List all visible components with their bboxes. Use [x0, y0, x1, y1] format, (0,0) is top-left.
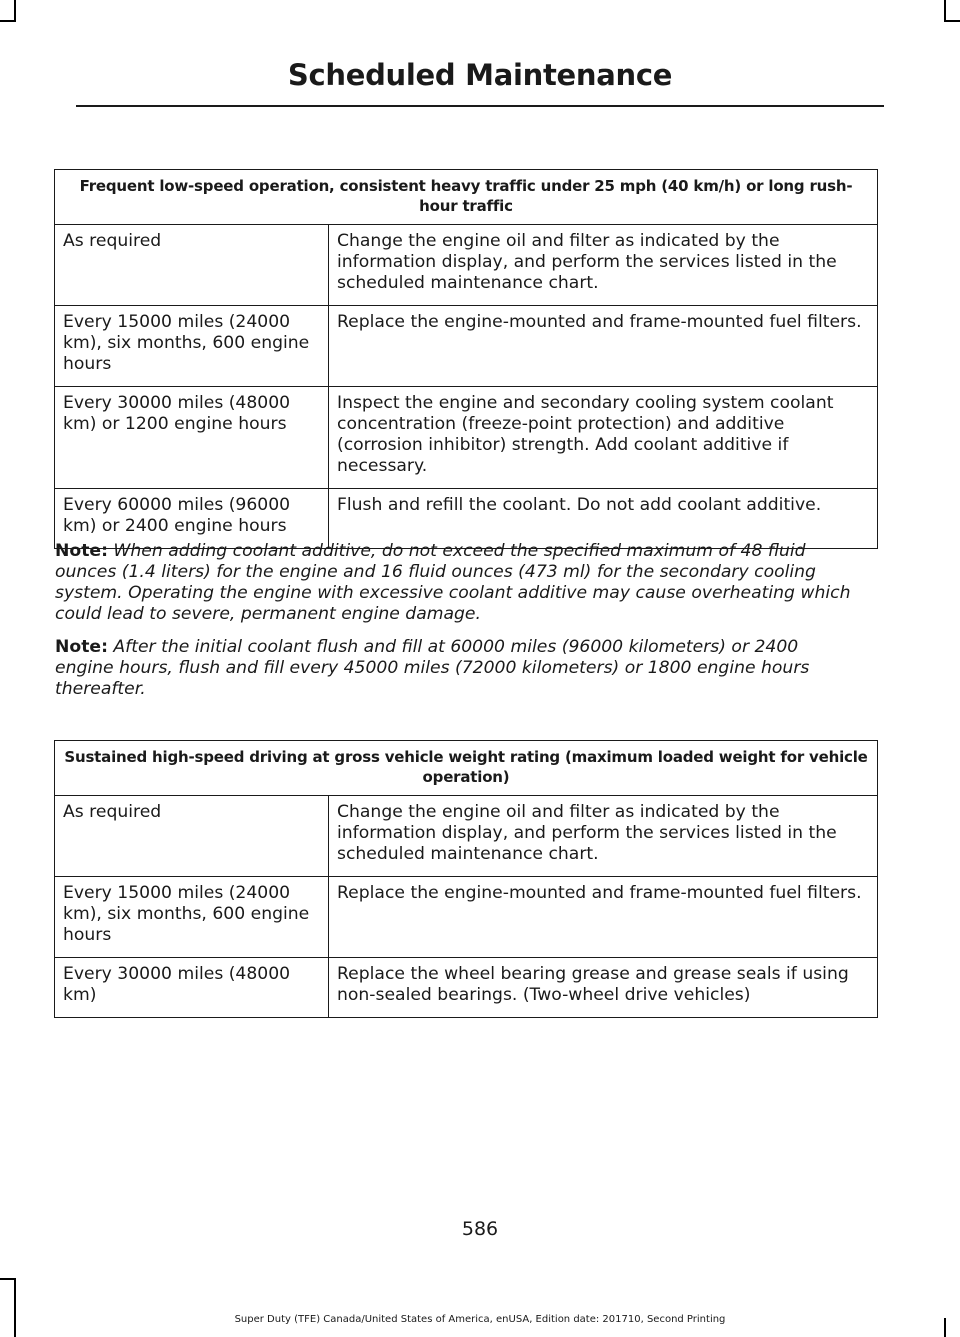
- interval-cell: Every 15000 miles (24000 km), six months, 600 engine hours: [55, 877, 329, 958]
- crop-mark: [14, 1278, 16, 1337]
- title-divider: [76, 105, 884, 107]
- edition-footer: Super Duty (TFE) Canada/United States of America, enUSA, Edition date: 201710, Second Printing: [234, 1314, 726, 1325]
- crop-mark: [944, 0, 946, 22]
- table-row: [55, 796, 878, 877]
- note-coolant-flush: [55, 637, 855, 700]
- action-cell: Flush and refill the coolant. Do not add coolant additive.: [329, 489, 878, 549]
- note-label: Note:: [55, 541, 108, 561]
- note-label: Note:: [55, 637, 108, 657]
- table-heading: Frequent low-speed operation, consistent heavy traffic under 25 mph (40 km/h) or long rush-hour traffic: [55, 170, 878, 225]
- crop-mark: [0, 20, 16, 22]
- table-row: [55, 387, 878, 489]
- action-cell: Replace the engine-mounted and frame-mounted fuel filters.: [329, 877, 878, 958]
- interval-cell: As required: [55, 796, 329, 877]
- note-text: After the initial coolant flush and fill at 60000 miles (96000 kilometers) or 2400 engine hours, flush and fill every 45000 miles (72000 kilometers) or 1800 engine hours thereafter.: [55, 637, 810, 699]
- crop-mark: [14, 0, 16, 22]
- table-row: [55, 877, 878, 958]
- crop-mark: [0, 1278, 16, 1280]
- interval-cell: Every 30000 miles (48000 km) or 1200 engine hours: [55, 387, 329, 489]
- note-coolant-limit: [55, 541, 855, 625]
- table-row: [55, 958, 878, 1018]
- maintenance-table-low-speed: [54, 169, 878, 549]
- maintenance-table-high-speed: [54, 740, 878, 1018]
- interval-cell: As required: [55, 225, 329, 306]
- note-text: When adding coolant additive, do not exceed the specified maximum of 48 fluid ounces (1.4 liters) for the engine and 16 fluid ounces (473 ml) for the secondary cooling system. Operating the engine with excessive coolant additive may cause overheating which could lead to severe, permanent engine damage.: [55, 541, 851, 624]
- crop-mark: [944, 20, 960, 22]
- table-header-row: [55, 741, 878, 796]
- table-row: [55, 489, 878, 549]
- table-row: [55, 306, 878, 387]
- interval-cell: Every 15000 miles (24000 km), six months, 600 engine hours: [55, 306, 329, 387]
- action-cell: Replace the wheel bearing grease and grease seals if using non-sealed bearings. (Two-wheel drive vehicles): [329, 958, 878, 1018]
- action-cell: Replace the engine-mounted and frame-mounted fuel filters.: [329, 306, 878, 387]
- table-heading: Sustained high-speed driving at gross vehicle weight rating (maximum loaded weight for vehicle operation): [55, 741, 878, 796]
- page-title: Scheduled Maintenance: [287, 58, 673, 92]
- interval-cell: Every 60000 miles (96000 km) or 2400 engine hours: [55, 489, 329, 549]
- action-cell: Inspect the engine and secondary cooling system coolant concentration (freeze-point protection) and additive (corrosion inhibitor) strength. Add coolant additive if necessary.: [329, 387, 878, 489]
- interval-cell: Every 30000 miles (48000 km): [55, 958, 329, 1018]
- table-row: [55, 225, 878, 306]
- action-cell: Change the engine oil and filter as indicated by the information display, and perform the services listed in the scheduled maintenance chart.: [329, 796, 878, 877]
- action-cell: Change the engine oil and filter as indicated by the information display, and perform the services listed in the scheduled maintenance chart.: [329, 225, 878, 306]
- page-number: 586: [461, 1218, 499, 1240]
- table-header-row: [55, 170, 878, 225]
